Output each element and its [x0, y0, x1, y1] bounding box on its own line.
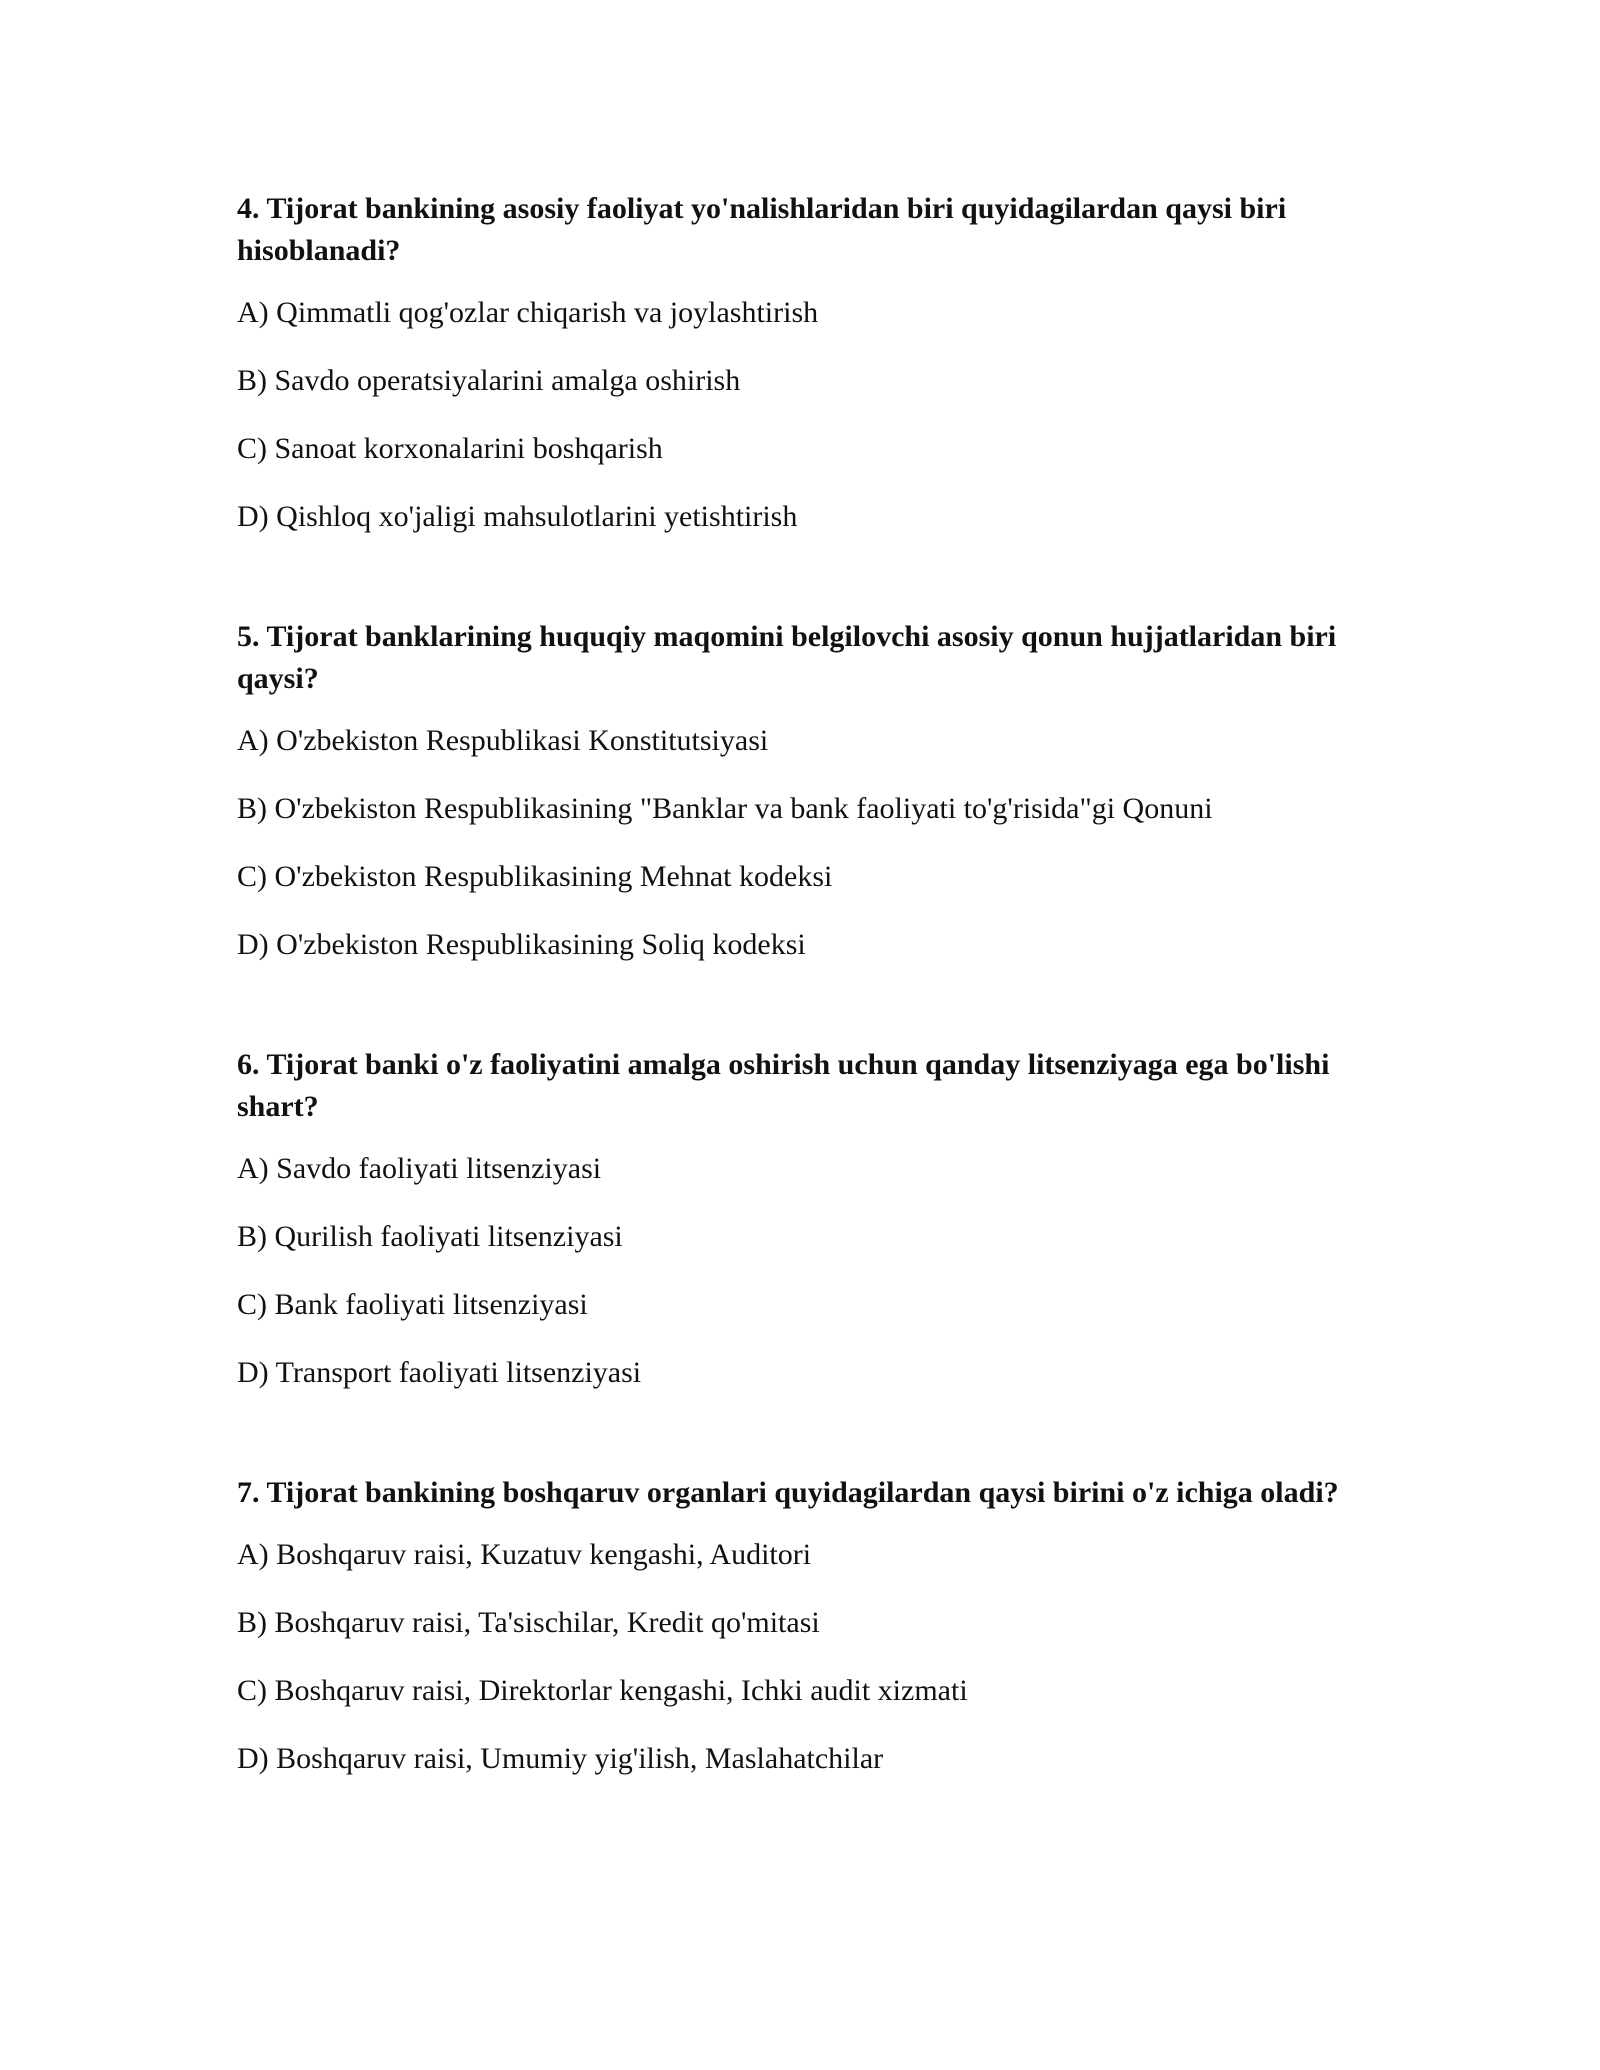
question-6 [237, 1044, 1367, 1394]
answer-option-c: C) Sanoat korxonalarini boshqarish [237, 432, 663, 465]
answer-option-a: A) Boshqaruv raisi, Kuzatuv kengashi, Auditori [237, 1538, 812, 1571]
question-4 [237, 188, 1367, 538]
answer-option-d: D) O'zbekiston Respublikasining Soliq kodeksi [237, 928, 806, 961]
answer-option-a: A) Qimmatli qog'ozlar chiqarish va joylashtirish [237, 296, 819, 329]
question-text: 7. Tijorat bankining boshqaruv organlari quyidagilardan qaysi birini o'z ichiga oladi? [237, 1476, 1339, 1509]
answer-option-c: C) Bank faoliyati litsenziyasi [237, 1288, 588, 1321]
question-text: 6. Tijorat banki o'z faoliyatini amalga oshirish uchun qanday litsenziyaga ega bo'lishi shart? [237, 1048, 1330, 1123]
answer-option-d: D) Transport faoliyati litsenziyasi [237, 1356, 642, 1389]
question-text: 5. Tijorat banklarining huquqiy maqomini belgilovchi asosiy qonun hujjatlaridan biri qaysi? [237, 620, 1337, 695]
answer-option-b: B) Savdo operatsiyalarini amalga oshirish [237, 364, 741, 397]
answer-option-a: A) O'zbekiston Respublikasi Konstitutsiyasi [237, 724, 769, 757]
answer-option-c: C) O'zbekiston Respublikasining Mehnat kodeksi [237, 860, 833, 893]
question-text: 4. Tijorat bankining asosiy faoliyat yo'nalishlaridan biri quyidagilardan qaysi biri hisoblanadi? [237, 192, 1287, 267]
question-list [237, 188, 1367, 1858]
answer-option-c: C) Boshqaruv raisi, Direktorlar kengashi, Ichki audit xizmati [237, 1674, 968, 1707]
question-5 [237, 616, 1367, 966]
answer-option-a: A) Savdo faoliyati litsenziyasi [237, 1152, 602, 1185]
question-7 [237, 1472, 1367, 1780]
answer-option-d: D) Boshqaruv raisi, Umumiy yig'ilish, Maslahatchilar [237, 1742, 884, 1775]
answer-option-b: B) O'zbekiston Respublikasining "Banklar va bank faoliyati to'g'risida"gi Qonuni [237, 792, 1213, 825]
answer-option-d: D) Qishloq xo'jaligi mahsulotlarini yetishtirish [237, 500, 798, 533]
answer-option-b: B) Qurilish faoliyati litsenziyasi [237, 1220, 623, 1253]
answer-option-b: B) Boshqaruv raisi, Ta'sischilar, Kredit qo'mitasi [237, 1606, 820, 1639]
